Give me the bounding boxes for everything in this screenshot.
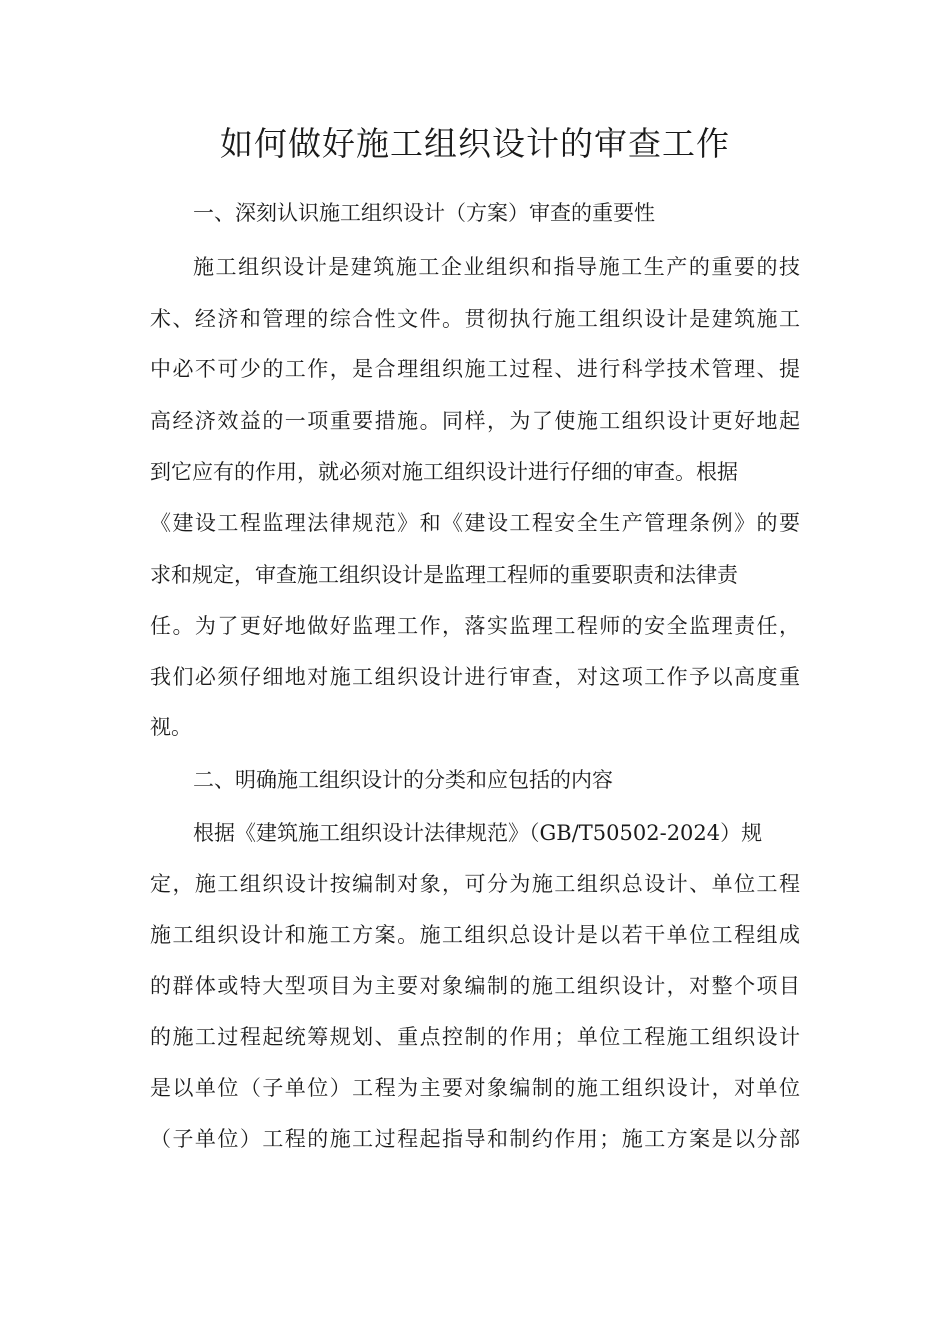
paragraph-line: 求和规定，审查施工组织设计是监理工程师的重要职责和法律责 [150,563,738,587]
document-title: 如何做好施工组织设计的审查工作 [220,124,730,163]
paragraph-line: 到它应有的作用，就必须对施工组织设计进行仔细的审查。根据 [150,460,738,484]
paragraph-line: 的施工过程起统筹规划、重点控制的作用；单位工程施工组织设计 [150,1025,800,1049]
paragraph-line: 施工组织设计是建筑施工企业组织和指导施工生产的重要的技 [193,255,800,279]
paragraph-line: 施工组织设计和施工方案。施工组织总设计是以若干单位工程组成 [150,923,800,947]
section-heading-1: 一、深刻认识施工组织设计（方案）审查的重要性 [193,201,655,225]
paragraph-line: 高经济效益的一项重要措施。同样，为了使施工组织设计更好地起 [150,409,800,433]
paragraph-line: 中必不可少的工作，是合理组织施工过程、进行科学技术管理、提 [150,357,800,381]
paragraph-line: 视。 [150,715,192,739]
paragraph-line: 定，施工组织设计按编制对象，可分为施工组织总设计、单位工程 [150,872,800,896]
paragraph-line: （子单位）工程的施工过程起指导和制约作用；施工方案是以分部 [150,1127,800,1151]
paragraph-line: 的群体或特大型项目为主要对象编制的施工组织设计，对整个项目 [150,974,800,998]
paragraph-line: 术、经济和管理的综合性文件。贯彻执行施工组织设计是建筑施工 [150,307,800,331]
paragraph-line: 《建设工程监理法律规范》和《建设工程安全生产管理条例》的要 [150,511,800,535]
paragraph-line: 根据《建筑施工组织设计法律规范》（GB/T50502-2024）规 [193,821,763,845]
paragraph-line: 是以单位（子单位）工程为主要对象编制的施工组织设计，对单位 [150,1076,800,1100]
paragraph-line: 任。为了更好地做好监理工作，落实监理工程师的安全监理责任， [150,614,800,638]
paragraph-line: 我们必须仔细地对施工组织设计进行审查，对这项工作予以高度重 [150,665,800,689]
section-heading-2: 二、明确施工组织设计的分类和应包括的内容 [193,768,613,792]
